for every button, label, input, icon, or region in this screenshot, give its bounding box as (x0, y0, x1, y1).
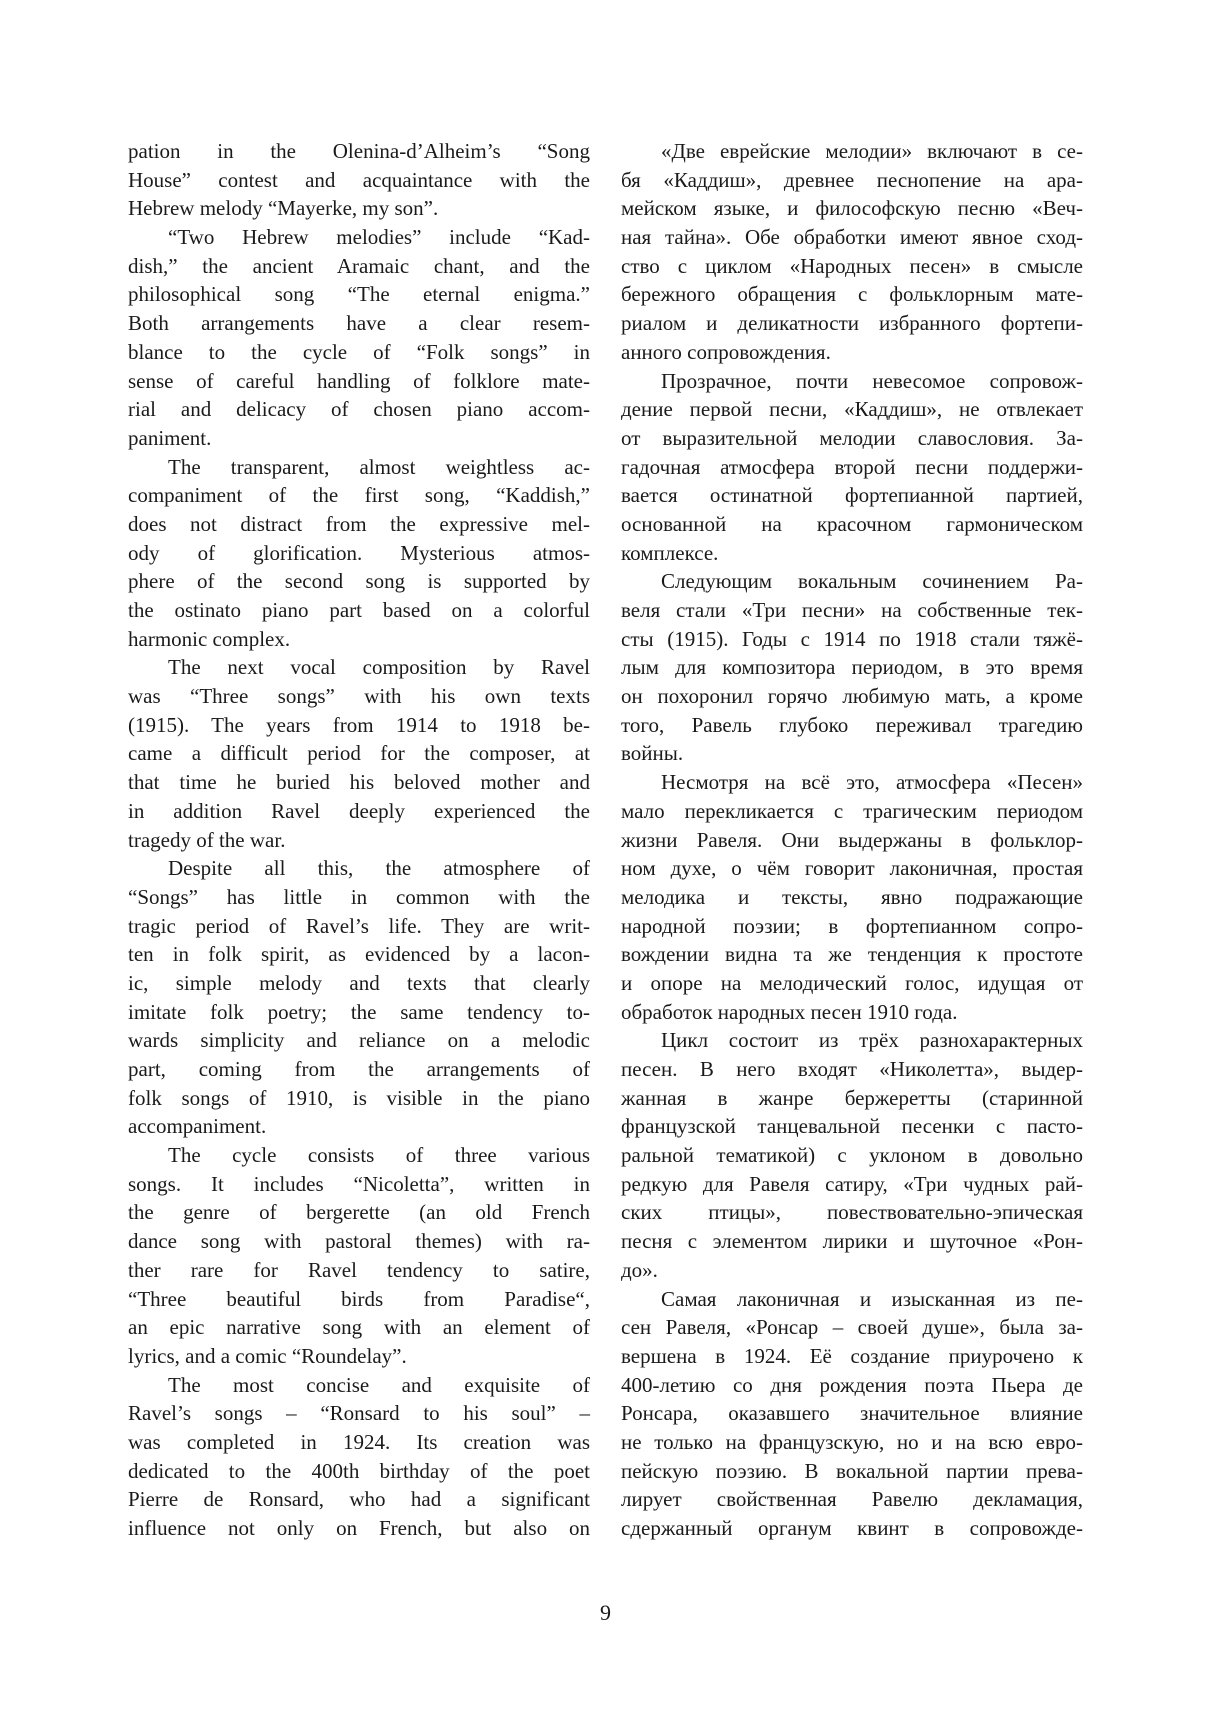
text-line: influence not only on French, but also on (128, 1516, 590, 1540)
text-line: Прозрачное, почти невесомое сопровож- (661, 368, 1083, 393)
text-line: народной поэзии; в фортепианном сопро- (621, 913, 1083, 938)
text-line: вождении видна та же тенденция к простоте (621, 942, 1083, 967)
text-line: phere of the second song is supported by (128, 569, 590, 594)
text-line: accompaniment. (128, 1114, 267, 1139)
russian-column (621, 137, 1083, 1543)
text-line: песня с элементом лирики и шуточное «Рон- (621, 1229, 1083, 1254)
text-line: того, Равель глубоко переживал трагедию (621, 712, 1083, 737)
english-column (128, 137, 590, 1543)
text-line: Несмотря на всё это, атмосфера «Песен» (661, 770, 1083, 795)
text-line: dish,” the ancient Aramaic chant, and the (128, 253, 590, 278)
text-line: tragedy of the war. (128, 827, 286, 852)
text-line: не только на французскую, но и на всю евро- (621, 1429, 1083, 1454)
text-line: part, coming from the arrangements of (128, 1057, 590, 1081)
text-line: и опоре на мелодический голос, идущая от (621, 970, 1083, 995)
text-line: “Songs” has little in common with the (128, 884, 590, 909)
text-line: пейскую поэзию. В вокальной партии прева- (621, 1458, 1083, 1483)
text-line: вается остинатной фортепианной партией, (621, 483, 1083, 508)
text-line: мейском языке, и философскую песню «Веч- (621, 196, 1083, 221)
text-line: мало перекликается с трагическим периодом (621, 798, 1083, 823)
text-line: ten in folk spirit, as evidenced by a lacon- (128, 942, 590, 967)
text-line: an epic narrative song with an element of (128, 1315, 590, 1340)
text-line: анного сопровождения. (621, 339, 831, 364)
text-line: The most concise and exquisite of (168, 1372, 590, 1397)
text-line: редкую для Равеля сатиру, «Три чудных рай- (621, 1171, 1083, 1196)
text-line: ther rare for Ravel tendency to satire, (128, 1257, 590, 1282)
text-line: дение первой песни, «Каддиш», не отвлекает (621, 397, 1083, 422)
text-line: риалом и деликатности избранного фортепи- (621, 311, 1083, 336)
text-line: songs. It includes “Nicoletta”, written in (128, 1171, 590, 1196)
text-line: Самая лаконичная и изысканная из пе- (661, 1286, 1083, 1311)
text-line: paniment. (128, 425, 212, 450)
text-line: companiment of the first song, “Kaddish,” (128, 483, 590, 508)
text-line: ic, simple melody and texts that clearly (128, 970, 590, 995)
text-line: ских птицы», повествовательно-эпическая (621, 1200, 1083, 1225)
text-line: was “Three songs” with his own texts (128, 684, 590, 709)
text-line: мелодика и тексты, явно подражающие (621, 884, 1083, 909)
text-line: sense of careful handling of folklore mate- (128, 368, 590, 393)
text-line: комплексе. (621, 540, 719, 565)
text-line: ном духе, о чём говорит лаконичная, простая (621, 856, 1083, 881)
text-line: the genre of bergerette (an old French (128, 1200, 590, 1225)
text-line: tragic period of Ravel’s life. They are writ- (128, 913, 590, 938)
text-line: жанная в жанре бержеретты (старинной (621, 1085, 1083, 1110)
text-line: Ронсара, оказавшего значительное влияние (621, 1401, 1083, 1426)
text-line: Hebrew melody “Mayerke, my son”. (128, 196, 439, 221)
text-line: folk songs of 1910, is visible in the piano (128, 1085, 590, 1110)
text-line: гадочная атмосфера второй песни поддержи- (621, 454, 1083, 479)
text-line: Следующим вокальным сочинением Ра- (661, 569, 1083, 594)
text-line: сен Равеля, «Ронсар – своей душе», была за- (621, 1315, 1083, 1340)
text-line: blance to the cycle of “Folk songs” in (128, 339, 590, 364)
text-line: “Three beautiful birds from Paradise“, (128, 1286, 590, 1311)
text-line: вершена в 1924. Её создание приурочено к (621, 1343, 1083, 1368)
text-line: dedicated to the 400th birthday of the poet (128, 1458, 590, 1483)
text-line: французской танцевальной песенки с пасто- (621, 1114, 1083, 1139)
text-line: бережного обращения с фольклорным мате- (621, 282, 1083, 307)
text-line: до». (621, 1257, 658, 1282)
text-line: обработок народных песен 1910 года. (621, 999, 958, 1024)
text-line: wards simplicity and reliance on a melodic (128, 1028, 590, 1053)
text-line: сдержанный органум квинт в сопровожде- (621, 1516, 1083, 1540)
text-line: ральной тематикой) с уклоном в довольно (621, 1143, 1083, 1168)
text-line: does not distract from the expressive mel- (128, 511, 590, 536)
text-line: Ravel’s songs – “Ronsard to his soul” – (128, 1401, 590, 1426)
text-line: Despite all this, the atmosphere of (168, 856, 590, 881)
text-line: войны. (621, 741, 684, 766)
text-line: он похоронил горячо любимую мать, а кроме (621, 684, 1083, 709)
page-number: 9 (600, 1600, 611, 1625)
text-line: «Две еврейские мелодии» включают в се- (661, 139, 1083, 163)
text-line: 400-летию со дня рождения поэта Пьера де (621, 1372, 1083, 1397)
text-line: was completed in 1924. Its creation was (128, 1429, 590, 1454)
text-line: “Two Hebrew melodies” include “Kad- (168, 225, 590, 250)
text-line: песен. В него входят «Николетта», выдер- (621, 1057, 1083, 1081)
text-line: сты (1915). Годы с 1914 по 1918 стали тяжё- (621, 626, 1083, 651)
text-line: harmonic complex. (128, 626, 291, 651)
text-line: ody of glorification. Mysterious atmos- (128, 540, 590, 565)
text-line: бя «Каддиш», древнее песнопение на ара- (621, 167, 1083, 192)
text-line: The cycle consists of three various (168, 1143, 590, 1168)
text-line: лирует свойственная Равелю декламация, (621, 1487, 1083, 1512)
text-line: веля стали «Три песни» на собственные тек- (621, 598, 1083, 622)
text-line: Both arrangements have a clear resem- (128, 311, 590, 336)
text-line: The next vocal composition by Ravel (168, 655, 590, 680)
text-line: (1915). The years from 1914 to 1918 be- (128, 712, 590, 737)
text-line: in addition Ravel deeply experienced the (128, 798, 590, 823)
text-line: came a difficult period for the composer, at (128, 741, 590, 766)
text-line: основанной на красочном гармоническом (621, 511, 1083, 536)
text-line: rial and delicacy of chosen piano accom- (128, 397, 590, 422)
text-line: ная тайна». Обе обработки имеют явное сход- (621, 225, 1083, 250)
text-line: House” contest and acquaintance with the (128, 167, 590, 192)
text-line: imitate folk poetry; the same tendency to- (128, 999, 590, 1024)
text-line: от выразительной мелодии славословия. За- (621, 425, 1083, 450)
text-line: Цикл состоит из трёх разнохарактерных (661, 1028, 1083, 1053)
text-line: lyrics, and a comic “Roundelay”. (128, 1343, 407, 1368)
text-line: pation in the Olenina-d’Alheim’s “Song (128, 139, 590, 163)
text-line: ство с циклом «Народных песен» в смысле (621, 253, 1083, 278)
text-line: that time he buried his beloved mother and (128, 770, 590, 795)
text-line: лым для композитора периодом, в это время (621, 655, 1083, 680)
text-line: dance song with pastoral themes) with ra- (128, 1229, 590, 1254)
text-line: Pierre de Ronsard, who had a significant (128, 1487, 590, 1512)
text-line: жизни Равеля. Они выдержаны в фольклор- (621, 827, 1083, 852)
text-line: the ostinato piano part based on a colorful (128, 598, 590, 622)
text-line: The transparent, almost weightless ac- (168, 454, 590, 479)
text-line: philosophical song “The eternal enigma.” (128, 282, 590, 307)
